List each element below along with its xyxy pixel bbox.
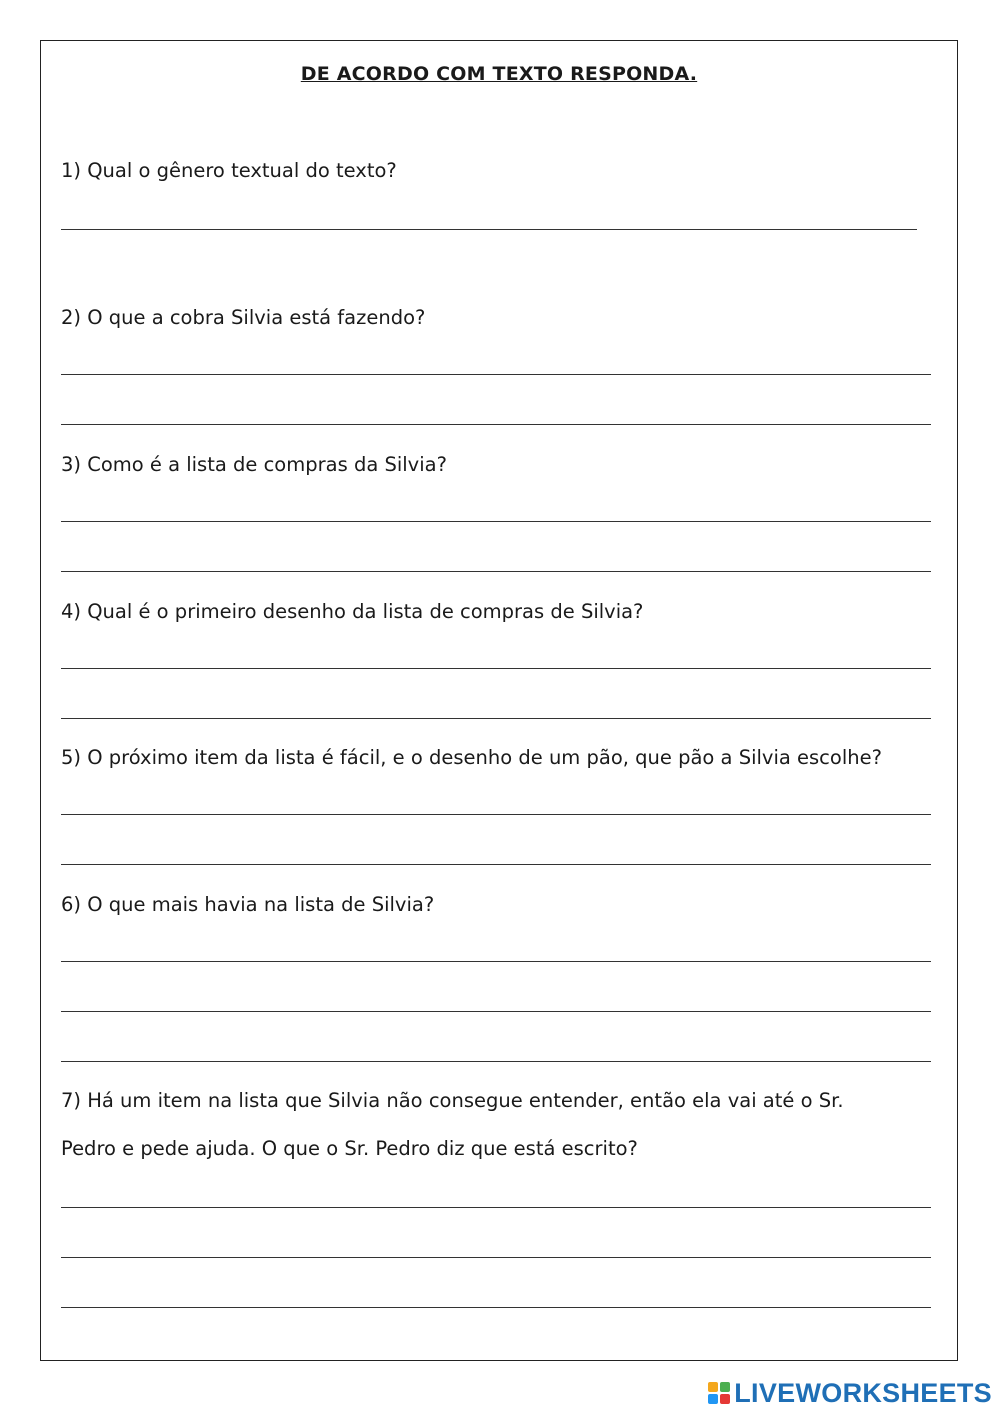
answer-line-4b[interactable]: [61, 718, 931, 719]
question-7-line-2: Pedro e pede ajuda. O que o Sr. Pedro diz que está escrito?: [61, 1137, 638, 1160]
answer-line-7b[interactable]: [61, 1257, 931, 1258]
answer-line-2a[interactable]: [61, 374, 931, 375]
worksheet-title: DE ACORDO COM TEXTO RESPONDA.: [300, 63, 698, 85]
answer-line-2b[interactable]: [61, 424, 931, 425]
question-6: 6) O que mais havia na lista de Silvia?: [61, 893, 435, 916]
question-7-line-1: 7) Há um item na lista que Silvia não consegue entender, então ela vai até o Sr.: [61, 1089, 844, 1112]
answer-line-7a[interactable]: [61, 1207, 931, 1208]
liveworksheets-logo-icon: [708, 1382, 730, 1404]
answer-line-7c[interactable]: [61, 1307, 931, 1308]
worksheet-page: [40, 40, 958, 1361]
answer-line-1a[interactable]: [61, 229, 917, 230]
question-3: 3) Como é a lista de compras da Silvia?: [61, 453, 447, 476]
answer-line-6c[interactable]: [61, 1061, 931, 1062]
question-5: 5) O próximo item da lista é fácil, e o desenho de um pão, que pão a Silvia escolhe?: [61, 746, 882, 769]
answer-line-4a[interactable]: [61, 668, 931, 669]
question-2: 2) O que a cobra Silvia está fazendo?: [61, 306, 426, 329]
answer-line-3b[interactable]: [61, 571, 931, 572]
answer-line-3a[interactable]: [61, 521, 931, 522]
answer-line-6b[interactable]: [61, 1011, 931, 1012]
question-4: 4) Qual é o primeiro desenho da lista de compras de Silvia?: [61, 600, 644, 623]
brand-name: LIVEWORKSHEETS: [734, 1377, 992, 1408]
liveworksheets-brand[interactable]: [708, 1378, 992, 1408]
answer-line-5b[interactable]: [61, 864, 931, 865]
answer-line-6a[interactable]: [61, 961, 931, 962]
answer-line-5a[interactable]: [61, 814, 931, 815]
question-1: 1) Qual o gênero textual do texto?: [61, 159, 397, 182]
